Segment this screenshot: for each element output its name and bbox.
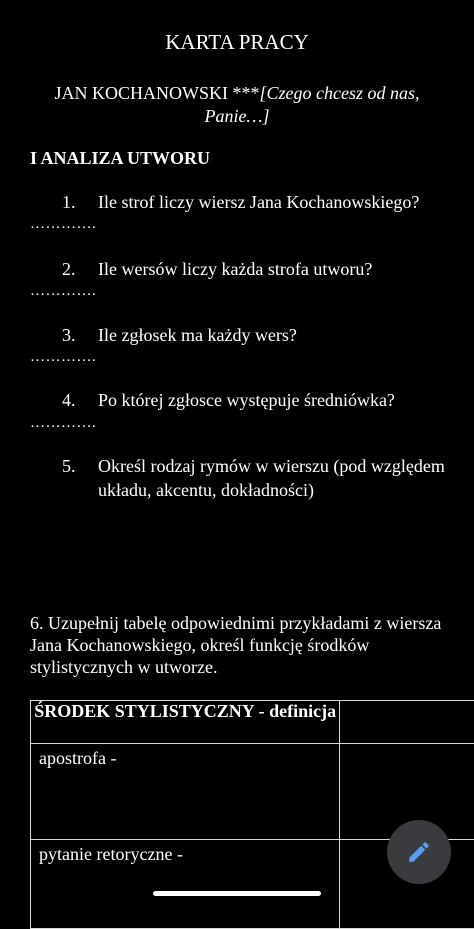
poem-title: [Czego chcesz od nas, Panie…] [205, 83, 420, 126]
question-4 [62, 388, 452, 412]
table-header-row [31, 701, 474, 744]
question-text: Określ rodzaj rymów w wierszu (pod względem układu, akcentu, dokładności) [98, 454, 452, 502]
poem-heading [20, 82, 454, 128]
question-text: Ile wersów liczy każda strofa utworu? [98, 257, 452, 281]
question-3 [62, 323, 452, 347]
question-text: Ile zgłosek ma każdy wers? [98, 323, 452, 347]
question-1 [62, 190, 452, 214]
question-text: Po której zgłosce występuje średniówka? [98, 388, 452, 412]
answer-line-1[interactable]: …………. [30, 216, 96, 233]
table-cell-pytanie-retoryczne: pytanie retoryczne - [31, 840, 340, 929]
question-number: 5. [62, 454, 76, 478]
question-number: 1. [62, 190, 76, 214]
table-cell-apostrofa: apostrofa - [31, 744, 340, 840]
task-6-instruction: 6. Uzupełnij tabelę odpowiednimi przykładami z wiersza Jana Kochanowskiego, określ funkcję środków stylistycznych w utworze. [30, 612, 450, 678]
question-number: 2. [62, 257, 76, 281]
document-title: KARTA PRACY [0, 30, 474, 55]
answer-line-2[interactable]: …………. [30, 283, 96, 300]
section-title: I ANALIZA UTWORU [30, 148, 210, 169]
pencil-icon [406, 839, 432, 865]
question-number: 4. [62, 388, 76, 412]
answer-line-3[interactable]: …………. [30, 349, 96, 366]
table-header-empty [340, 701, 474, 744]
question-5 [62, 454, 452, 502]
question-number: 3. [62, 323, 76, 347]
table-header-device: ŚRODEK STYLISTYCZNY - definicja [31, 701, 340, 744]
question-2 [62, 257, 452, 281]
question-text: Ile strof liczy wiersz Jana Kochanowskiego? [98, 190, 452, 214]
poem-author: JAN KOCHANOWSKI *** [55, 83, 260, 103]
edit-fab-button[interactable] [387, 820, 451, 884]
home-indicator[interactable] [153, 891, 321, 896]
answer-line-4[interactable]: …………. [30, 415, 96, 432]
